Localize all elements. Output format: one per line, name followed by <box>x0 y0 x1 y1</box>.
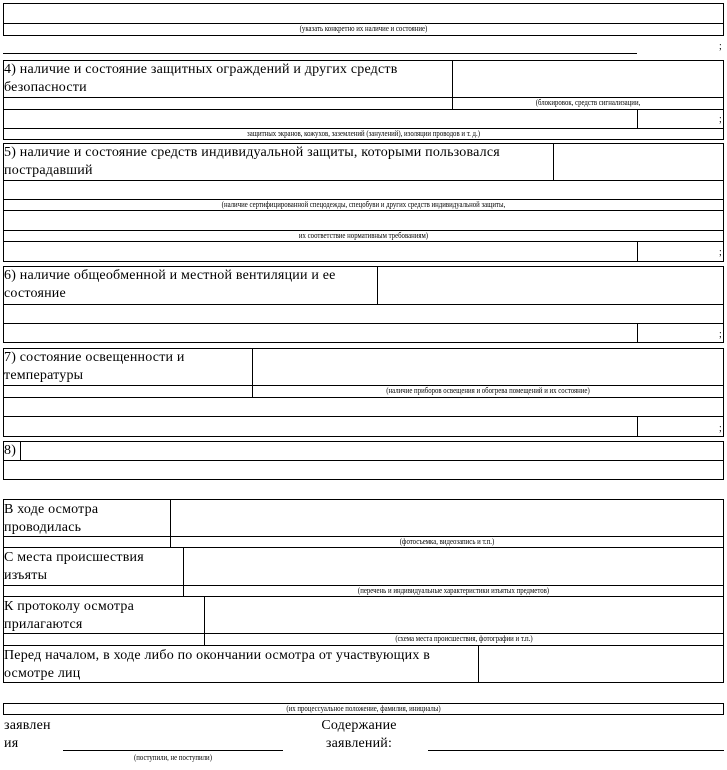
item4-field2[interactable] <box>4 110 636 128</box>
divider <box>637 416 638 437</box>
divider <box>637 241 638 262</box>
item6-field2[interactable] <box>4 305 723 323</box>
item5-label: 5) наличие и состояние средств индивидуальной защиты, которыми пользовался пострадавший <box>4 145 500 178</box>
item7-field3[interactable] <box>4 417 636 436</box>
block1-line-field[interactable] <box>3 38 637 53</box>
block1-semicolon: ; <box>719 41 722 52</box>
participants-field[interactable] <box>479 646 723 682</box>
item5-caption1: (наличие сертифицированной спецодежды, спецобуви и других средств индивидуальной защиты, <box>221 200 506 209</box>
item4-field[interactable] <box>453 61 723 97</box>
statements-right-underline <box>428 750 724 751</box>
statements-right-label: Содержание заявлений: <box>321 718 397 751</box>
recorded-caption: (фотосъемка, видеозапись и т.п.) <box>399 537 495 546</box>
item5-caption2: их соответствие нормативным требованиям) <box>298 231 429 240</box>
item5-field3[interactable] <box>4 211 723 230</box>
statements-content-field[interactable] <box>428 735 724 750</box>
item5-field4[interactable] <box>4 242 636 261</box>
recorded-label: В ходе осмотра проводилась <box>4 502 99 535</box>
item6-field[interactable] <box>378 267 723 304</box>
seized-label: С места происшествия изъяты <box>4 550 144 583</box>
item5-semicolon: ; <box>719 247 722 258</box>
item7-caption: (наличие приборов освещения и обогрева помещений и их состояние) <box>386 386 590 395</box>
item7-field[interactable] <box>253 349 723 385</box>
divider <box>637 323 638 343</box>
item4-caption1: (блокировок, средств сигнализации, <box>535 98 641 107</box>
attached-field[interactable] <box>205 597 723 633</box>
item4-caption2: защитных экранов, кожухов, заземлений (занулений), изоляции проводов и т. д.) <box>247 129 480 138</box>
item6-label: 6) наличие общеобменной и местной вентиляции и ее состояние <box>4 268 336 301</box>
seized-field[interactable] <box>184 548 723 584</box>
seized-caption: (перечень и индивидуальные характеристики изъятых предметов) <box>357 586 550 595</box>
item7-semicolon: ; <box>719 423 722 434</box>
statements-received-field[interactable] <box>63 735 283 750</box>
block1-underline <box>3 53 637 54</box>
divider <box>637 109 638 128</box>
recorded-field[interactable] <box>171 500 723 536</box>
attached-label: К протоколу осмотра прилагаются <box>4 599 135 632</box>
item8-field[interactable] <box>21 442 723 460</box>
statements-left-label: заявлен ия <box>4 718 51 751</box>
block1-field[interactable] <box>4 4 723 23</box>
item6-semicolon: ; <box>719 329 722 340</box>
attached-caption: (схема места происшествия, фотографии и т.п.) <box>395 634 533 643</box>
statements-left-underline <box>63 750 283 751</box>
item7-field2[interactable] <box>4 398 723 416</box>
participants-caption: (их процессуальное положение, фамилия, инициалы) <box>286 704 441 713</box>
item7-label: 7) состояние освещенности и температуры <box>4 350 185 383</box>
item5-field2[interactable] <box>4 181 723 199</box>
block1-caption: (указать конкретно их наличие и состояние) <box>299 24 428 33</box>
item4-semicolon: ; <box>719 114 722 125</box>
statements-left-caption: (поступили, не поступили) <box>134 753 212 762</box>
item8-label: 8) <box>4 443 17 458</box>
item6-field3[interactable] <box>4 324 636 342</box>
item8-field2[interactable] <box>4 461 723 479</box>
item5-field[interactable] <box>554 144 723 179</box>
item4-label: 4) наличие и состояние защитных ограждений и других средств безопасности <box>4 62 398 95</box>
participants-label: Перед началом, в ходе либо по окончании осмотра от участвующих в осмотре лиц <box>4 648 431 681</box>
